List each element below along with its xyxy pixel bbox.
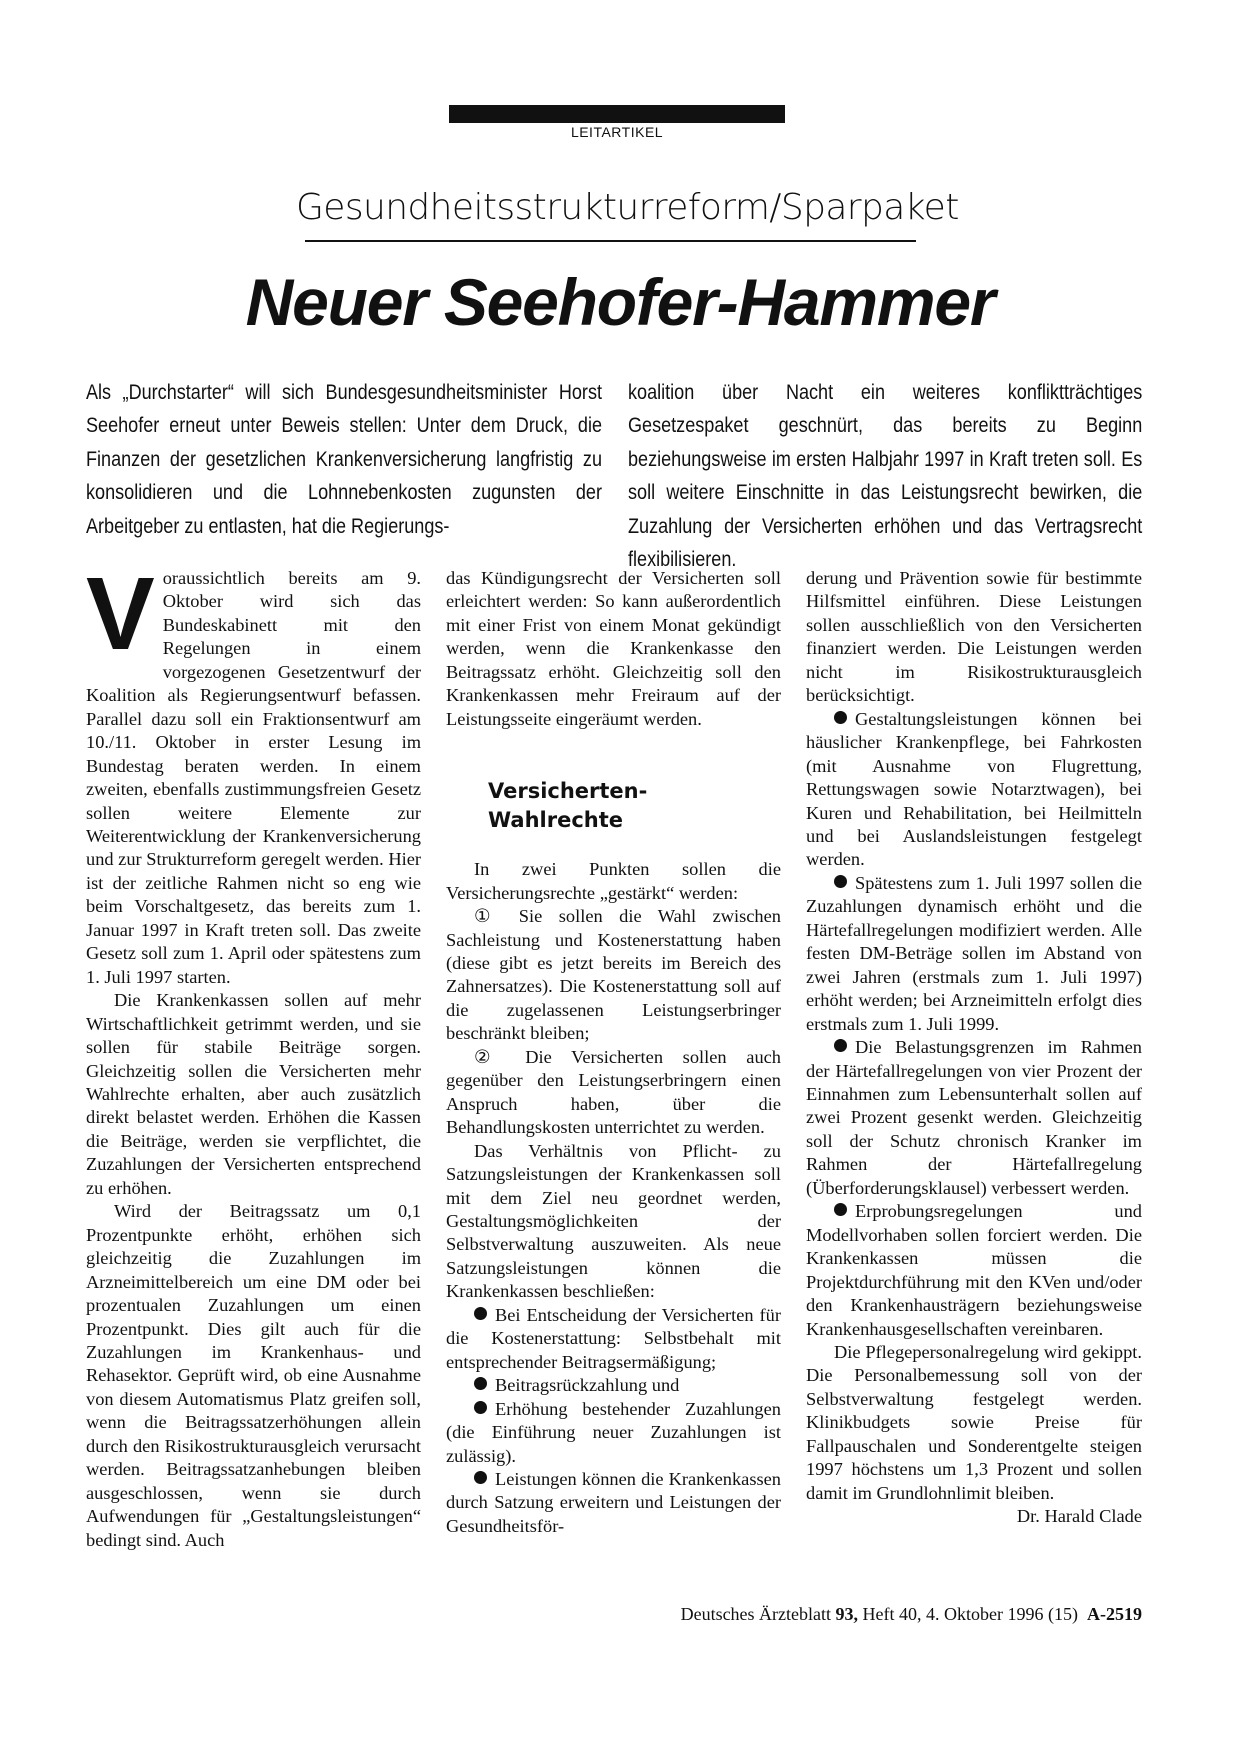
bullet-item: Erhöhung bestehender Zuzahlungen (die Einführung neuer Zuzahlungen ist zulässig). <box>446 1398 781 1468</box>
numbered-item: ① Sie sollen die Wahl zwischen Sachleistung und Kostenerstattung haben (diese gibt es jetzt bereits im Bereich des Zahnersatzes). Die Kostenerstattung soll auf die zugelassenen Leistungserbringer beschränkt bleiben; <box>446 906 781 1044</box>
subheading-line: Wahlrechte <box>488 808 624 833</box>
body-paragraph <box>86 556 421 989</box>
kicker-title: Gesundheitsstrukturreform/Sparpaket <box>296 187 959 228</box>
lead-paragraph-left: Als „Durchstarter“ will sich Bundesgesundheitsminister Horst Seehofer erneut unter Beweis stellen: Unter dem Druck, die Finanzen der gesetzlichen Krankenversicherung langfristig zu konsolidieren und die Lohnnebenkosten zugunsten der Arbeitgeber zu entlasten, hat die Regierungs- <box>86 381 602 538</box>
subheading-line: Versicherten- <box>488 779 648 804</box>
bullet-item: Erprobungsregelungen und Modellvorhaben sollen forciert werden. Die Krankenkassen müssen die Projektdurchführung mit den KVen und/oder den Krankenhausträgern beziehungsweise Krankenhausgesellschaften vereinbaren. <box>806 1200 1142 1341</box>
body-paragraph: In zwei Punkten sollen die Versicherungsrechte „gestärkt“ werden: <box>446 859 781 903</box>
body-paragraph: derung und Prävention sowie für bestimmte Hilfsmittel einführen. Diese Leistungen sollen ausschließlich von den Versicherten finanziert werden. Die Leistungen werden nicht im Risikostrukturausgleich berücksichtigt. <box>806 568 1142 706</box>
journal-volume: 93, <box>835 1604 859 1624</box>
article-column-3 <box>806 567 1142 1529</box>
drop-cap: V <box>86 556 155 671</box>
rubric-label: LEITARTIKEL <box>570 124 664 140</box>
bullet-item: Bei Entscheidung der Versicherten für die Kostenerstattung: Selbstbehalt mit entsprechender Beitragsermäßigung; <box>446 1304 781 1374</box>
kicker-underline <box>305 240 916 242</box>
body-paragraph: Wird der Beitragssatz um 0,1 Prozentpunkte erhöht, erhöhen sich gleichzeitig die Zuzahlungen im Arzneimittelbereich um eine DM oder bei prozentualen Zuzahlungen um einen Prozentpunkt. Dies gilt auch für die Zuzahlungen im Krankenhaus- und Rehasektor. Geprüft wird, ob eine Ausnahme von diesem Automatismus Platz greifen soll, wenn die Beitragssatzerhöhungen allein durch den Risikostrukturausgleich verursacht werden. Beitragssatzanhebungen bleiben ausgeschlossen, wenn sie durch Aufwendungen für „Gestaltungsleistungen“ bedingt sind. Auch <box>86 1201 421 1550</box>
bullet-item: Die Belastungsgrenzen im Rahmen der Härtefallregelungen von vier Prozent der Einnahmen zum Lebensunterhalt sollen auf zwei Prozent gesenkt werden. Gleichzeitig soll der Schutz chronisch Kranker im Rahmen der Härtefallregelung (Überforderungsklausel) verbessert werden. <box>806 1036 1142 1200</box>
page-footer <box>600 1604 1142 1625</box>
numbered-item: ② Die Versicherten sollen auch gegenüber den Leistungserbringern einen Anspruch haben, über die Behandlungskosten unterrichtet zu werden. <box>446 1046 781 1138</box>
journal-name: Deutsches Ärzteblatt <box>680 1604 832 1624</box>
section-subheading <box>488 777 781 835</box>
bullet-item: Spätestens zum 1. Juli 1997 sollen die Zuzahlungen dynamisch erhöht und die Härtefallregelungen modifiziert werden. Alle festen DM-Beträge sollen im Abstand von zwei Jahren (erstmals zum 1. Juli 1997) erhöht werden; bei Arzneimitteln erfolgt dies erstmals zum 1. Juli 1999. <box>806 872 1142 1036</box>
issue-info: Heft 40, 4. Oktober 1996 (15) <box>862 1604 1078 1624</box>
rubric-bar <box>449 105 785 123</box>
body-paragraph-text: oraussichtlich bereits am 9. Oktober wird sich das Bundeskabinett mit den Regelungen in einem vorgezogenen Gesetzentwurf der Koalition als Regierungsentwurf befassen. Parallel dazu soll ein Fraktionsentwurf am 10./11. Oktober in erster Lesung im Bundestag beraten werden. In einem zweiten, ebenfalls zustimmungsfreien Gesetz sollen weitere Elemente zur Weiterentwicklung der Krankenversicherung und zur Strukturreform geregelt werden. Hier ist der zeitliche Rahmen nicht so eng wie beim Vorschaltgesetz, das bereits zum 1. Januar 1997 in Kraft treten soll. Das zweite Gesetz soll zum 1. April oder spätestens zum 1. Juli 1997 starten. <box>86 568 421 987</box>
bullet-item: Gestaltungsleistungen können bei häuslicher Krankenpflege, bei Fahrkosten (mit Ausnahme von Flugrettung, Rettungswagen sowie Notarztwagen), bei Kuren und Rehabilitation, bei Heilmitteln und bei Auslandsleistungen festgelegt werden. <box>806 708 1142 872</box>
body-paragraph <box>806 1341 1142 1527</box>
bullet-item: Beitragsrückzahlung und <box>446 1374 781 1397</box>
article-column-1 <box>86 556 421 1552</box>
author-signature: Dr. Harald Clade <box>1016 1506 1142 1527</box>
headline: Neuer Seehofer-Hammer <box>245 265 995 339</box>
bullet-item: Leistungen können die Krankenkassen durch Satzung erweitern und Leistungen der Gesundheitsför- <box>446 1468 781 1538</box>
page-number: A-2519 <box>1087 1604 1142 1624</box>
body-paragraph: das Kündigungsrecht der Versicherten soll erleichtert werden: So kann außerordentlich mit einer Frist von einem Monat gekündigt werden, wenn die Krankenkasse den Beitragssatz erhöht. Gleichzeitig soll den Krankenkassen mehr Freiraum auf der Leistungsseite eingeräumt werden. <box>446 568 781 729</box>
article-column-2 <box>446 567 781 1538</box>
body-paragraph-text: Die Pflegepersonalregelung wird gekippt. Die Personalbemessung soll von der Selbstverwaltung festgelegt werden. Klinikbudgets sowie Preise für Fallpauschalen und Sonderentgelte steigen 1997 höchstens um 1,3 Prozent und sollen damit im Grundlohnlimit bleiben. <box>806 1341 1142 1503</box>
lead-paragraph-right: koalition über Nacht ein weiteres konfliktträchtiges Gesetzespaket geschnürt, das bereits zu Beginn beziehungsweise im ersten Halbjahr 1997 in Kraft treten soll. Es soll weitere Einschnitte in das Leistungsrecht bewirken, die Zuzahlung der Versicherten erhöhen und das Vertragsrecht flexibilisieren. <box>628 381 1143 572</box>
body-paragraph: Die Krankenkassen sollen auf mehr Wirtschaftlichkeit getrimmt werden, und sie sollen für stabile Beiträge sorgen. Gleichzeitig sollen die Versicherten mehr Wahlrechte erhalten, aber auch zusätzlich direkt belastet werden. Erhöhen die Kassen die Beiträge, werden sie verpflichtet, die Zuzahlungen der Versicherten entsprechend zu erhöhen. <box>86 990 421 1198</box>
body-paragraph: Das Verhältnis von Pflicht- zu Satzungsleistungen der Krankenkassen soll mit dem Ziel neu geordnet werden, Gestaltungsmöglichkeiten der Selbstverwaltung auszuweiten. Als neue Satzungsleistungen können die Krankenkassen beschließen: <box>446 1140 781 1302</box>
